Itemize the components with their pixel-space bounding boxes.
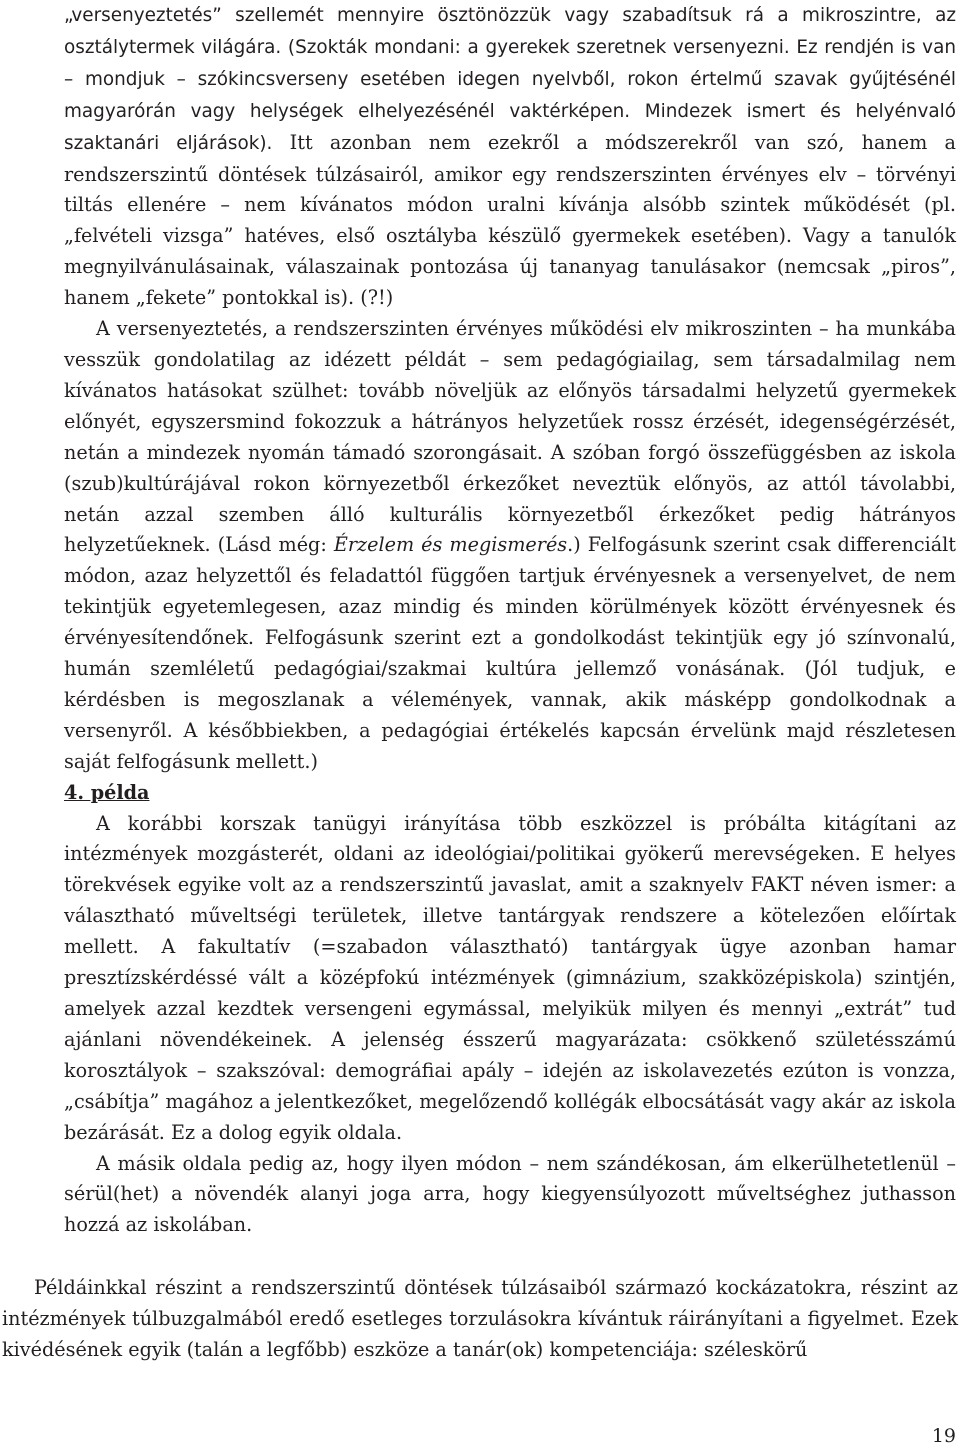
paragraph-versenyeztetes-effects <box>64 314 956 778</box>
paragraph-versenyeztetes-intro <box>64 0 956 314</box>
page-number: 19 <box>931 1425 956 1447</box>
paragraph-text-b: .) Felfogásunk szerint csak differenciált módon, azaz helyzettől és feladattól függően tartjuk érvényesnek a versenyelvet, de nem tekintjük egyetemlegesen, azaz mindig és minden körülmények között érvényesnek és érvényesítendőnek. Felfogásunk szerint ezt a gondolkodást tekintjük egy jó színvonalú, humán szemléletű pedagógiai/szakmai kultúra jellemző vonásának. (Jól tudjuk, e kérdésben is megoszlanak a vélemények, vannak, akik másképp gondolkodnak a versenyről. A későbbiekben, a pedagógiai értékelés kapcsán érvelünk majd részletesen saját felfogásunk mellett.) <box>64 533 957 773</box>
main-text-block <box>64 0 956 1241</box>
paragraph-serif-part: Itt azonban nem ezekről a módszerekről van szó, hanem a rendszerszintű döntések túlzásairól, amikor egy rendszerszinten érvényes elv – törvényi tiltás ellenére – nem kívánatos módon uralni kívánja alsóbb szintek működését (pl. „felvételi vizsga” hatéves, első osztályba készülő gyermekek esetében). Vagy a tanulók megnyilvánulásainak, válaszainak pontozása új tananyag tanulásakor (nemcsak „piros”, hanem „fekete” pontokkal is). (?!) <box>64 130 956 310</box>
paragraph-text-a: A versenyeztetés, a rendszerszinten érvényes működési elv mikroszinten – ha munkába vesszük gondolatilag az idézett példát – sem pedagógiailag, sem társadalmilag nem kívánatos hatásokat szülhet: tovább növeljük az előnyös társadalmi helyzetű gyermekek előnyét, egyszersmind fokozzuk a hátrányos helyzetűek rossz érzését, idegenségérzését, netán a mindezek nyomán támadó szorongásait. A szóban forgó összefüggésben az iskola (szub)kultúrájával rokon környezetből érkezőket neveztük előnyös, az attól távolabbi, netán azzal szemben álló kulturális környezetből érkezőket pedig hátrányos helyzetűeknek. (Lásd még: <box>64 317 956 557</box>
paragraph-other-side: A másik oldala pedig az, hogy ilyen módon – nem szándékosan, ám elkerülhetetlenül – sérül(het) a növendék alanyi joga arra, hogy kiegyensúlyozott műveltséghez juthasson hozzá az iskolában. <box>64 1151 956 1237</box>
paragraph-fakt: A korábbi korszak tanügyi irányítása több eszközzel is próbálta kitágítani az intézmények mozgásterét, oldani az ideológiai/politikai gyökerű merevségeken. E helyes törekvések egyike volt az a rendszerszintű javaslat, amit a szaknyelv FAKT néven ismer: a választható műveltségi területek, illetve tantárgyak rendszere a kötelezően előírtak mellett. A fakultatív (=szabadon választható) tantárgyak ügye azonban hamar presztízskérdéssé vált a középfokú intézmények (gimnázium, szakközépiskola) szintjén, amelyek azzal kezdtek versengeni egymással, melyikük milyen és mennyi „extrát” tud ajánlani növendékeinek. A jelenség ésszerű magyarázata: csökkenő születésszámú korosztályok – szakszóval: demográfiai apály – idején az iskolavezetés ezúton is vonzza, „csábítja” magához a jelentkezőket, megelőzendő kollégák elbocsátását vagy akár az iskola bezárását. Ez a dolog egyik oldala. <box>64 811 956 1144</box>
conclusion-block <box>2 1273 958 1366</box>
italic-reference: Érzelem és megismerés <box>333 533 568 557</box>
paragraph-conclusion: Példáinkkal részint a rendszerszintű döntések túlzásaiból származó kockázatokra, részint az intézmények túlbuzgalmából eredő esetleges torzulásokra kívántuk ráirányítani a figyelmet. Ezek kivédésének egyik (talán a legfőbb) eszköze a tanár(ok) kompetenciája: széleskörű <box>2 1276 958 1361</box>
paragraph-sans-part: „versenyeztetés” szellemét mennyire ösztönözzük vagy szabadítsuk rá a mikroszintre, az osztálytermek világára. (Szokták mondani: a gyerekek szeretnek versenyezni. Ez rendjén is van – mondjuk – szókincsverseny esetében idegen nyelvből, rokon értelmű szavak gyűjtésénél magyarórán vagy helységek elhelyezésénél vaktérképen. Mindezek ismert és helyénvaló szaktanári eljárások). <box>64 5 956 154</box>
example-heading: 4. példa <box>64 780 150 804</box>
